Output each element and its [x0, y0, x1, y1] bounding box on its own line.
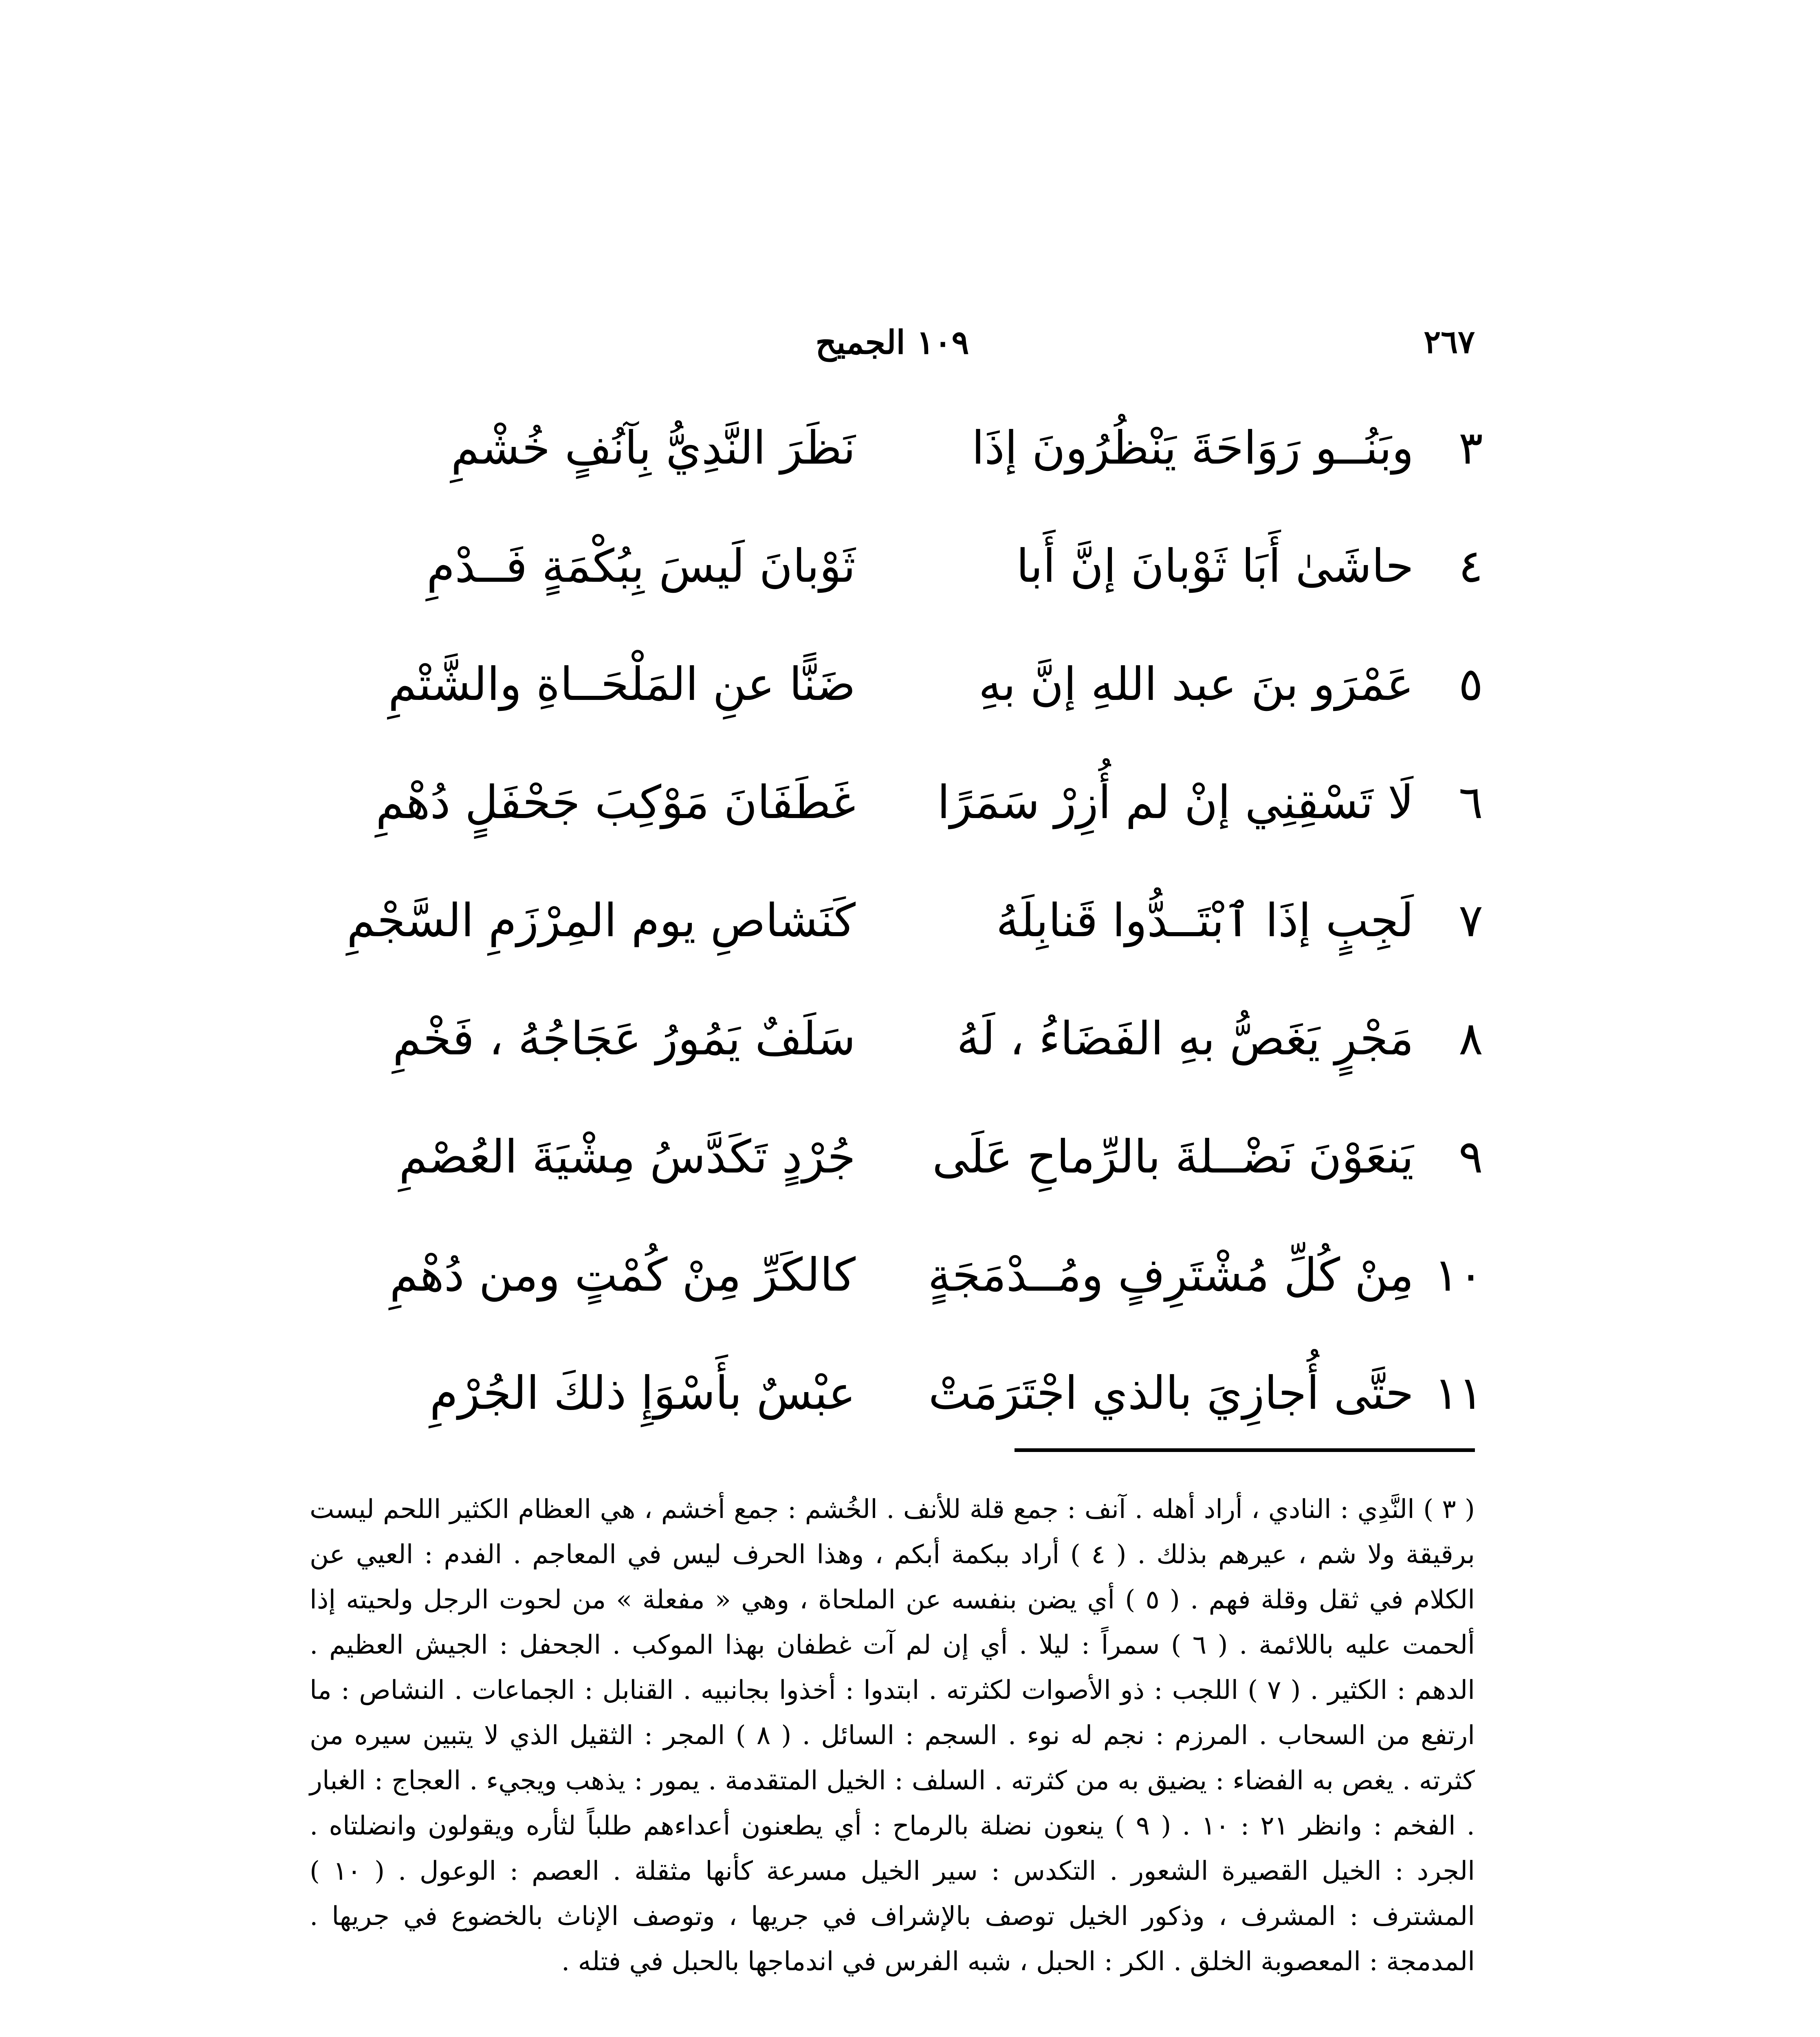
- verse-line: [350, 762, 1483, 880]
- verse-line: [350, 407, 1483, 526]
- verse-line: [350, 1353, 1483, 1471]
- second-hemistich: غَطَفَانَ مَوْكِبَ جَحْفَلٍ دُهْمِ: [376, 776, 856, 829]
- verse-number: ٨: [1458, 1012, 1483, 1065]
- first-hemistich: مِنْ كُلِّ مُشْتَرِفٍ ومُــدْمَجَةٍ: [928, 1249, 1414, 1302]
- verse-line: [347, 880, 1483, 998]
- verse-number: ١١: [1434, 1367, 1483, 1420]
- verse-number: ٤: [1458, 540, 1483, 593]
- footnotes: ( ٣ ) النَّدِي : النادي ، أراد أهله . آنف : جمع قلة للأنف . الخُشم : جمع أخشم ، هي العظام الكثير اللحم ليست برقيقة ولا شم ، عيرهم بذلك . ( ٤ ) أراد ببكمة أبكم ، وهذا الحرف ليس في المعاجم . الفدم : العيي عن الكلام في ثقل وقلة فهم . ( ٥ ) أي يضن بنفسه عن الملحاة ، وهي « مفعلة » من لحوت الرجل ولحيته إذا ألحمت عليه باللائمة . ( ٦ ) سمراً : ليلا . أي إن لم آت غطفان بهذا الموكب . الجحفل : الجيش العظيم . الدهم : الكثير . ( ٧ ) اللجب : ذو الأصوات لكثرته . ابتدوا : أخذوا بجانبيه . القنابل : الجماعات . النشاص : ما ارتفع من السحاب . المرزم : نجم له نوء . السجم : السائل . ( ٨ ) المجر : الثقيل الذي لا يتبين سيره من كثرته . يغص به الفضاء : يضيق به من كثرته . السلف : الخيل المتقدمة . يمور : يذهب ويجيء . العجاج : الغبار . الفخم : وانظر ٢١ : ١٠ . ( ٩ ) ينعون نضلة بالرماح : أي يطعنون أعداءهم طلباً لثأره ويقولون وانضلتاه . الجرد : الخيل القصيرة الشعور . التكدس : سير الخيل مسرعة كأنها مثقلة . العصم : الوعول . ( ١٠ ) المشترف : المشرف ، وذكور الخيل توصف بالإشراف في جريها ، وتوصف الإناث بالخضوع في جريها . المدمجة : المعصوبة الخلق . الكر : الحبل ، شبه الفرس في اندماجها بالحبل في فتله .: [310, 1494, 1475, 1977]
- verse-line: [350, 1116, 1483, 1234]
- first-hemistich: لَا تَسْقِنِي إنْ لم أُزِرْ سَمَرًا: [937, 776, 1414, 829]
- footnote-divider: [1015, 1448, 1475, 1452]
- second-hemistich: ثَوْبانَ لَيسَ بِبُكْمَةٍ فَــدْمِ: [426, 540, 856, 593]
- verse-number: ٣: [1458, 422, 1483, 475]
- verse-line: [350, 526, 1483, 644]
- first-hemistich: يَنعَوْنَ نَضْــلةَ بالرِّماحِ عَلَى: [932, 1131, 1414, 1183]
- verse-number: ٥: [1458, 658, 1483, 711]
- first-hemistich: مَجْرٍ يَغَصُّ بهِ الفَضَاءُ ، لَهُ: [957, 1012, 1414, 1065]
- poem-title: ١٠٩ الجميح: [815, 323, 969, 361]
- page-number: ٢٦٧: [1424, 323, 1475, 361]
- verse-number: ٩: [1458, 1131, 1483, 1183]
- poem-verses: [347, 407, 1483, 1471]
- verse-line: [350, 644, 1483, 762]
- second-hemistich: كَنَشاصِ يوم المِرْزَمِ السَّجْمِ: [347, 894, 856, 947]
- verse-number: ٧: [1458, 894, 1483, 947]
- second-hemistich: سَلَفٌ يَمُورُ عَجَاجُهُ ، فَخْمِ: [392, 1012, 856, 1065]
- verse-line: [350, 998, 1483, 1116]
- verse-line: [350, 1234, 1483, 1353]
- first-hemistich: وبَنُــو رَوَاحَةَ يَنْظُرُونَ إذَا: [972, 422, 1414, 475]
- second-hemistich: كالكَرِّ مِنْ كُمْتٍ ومن دُهْمِ: [390, 1249, 856, 1302]
- first-hemistich: عَمْرَو بنَ عبد اللهِ إنَّ بهِ: [978, 658, 1414, 711]
- verse-number: ١٠: [1434, 1249, 1483, 1302]
- first-hemistich: حاشَىٰ أَبَا ثَوْبانَ إنَّ أَبا: [1016, 540, 1414, 593]
- first-hemistich: حتَّى أُجازِيَ بالذي اجْتَرَمَتْ: [928, 1367, 1414, 1420]
- second-hemistich: ضَنًّا عنِ المَلْحَــاةِ والشَّتْمِ: [388, 658, 856, 711]
- verse-number: ٦: [1458, 776, 1483, 829]
- second-hemistich: نَظَرَ النَّدِيُّ بِآنُفٍ خُشْمِ: [451, 422, 856, 475]
- second-hemistich: عبْسٌ بأَسْوَإِ ذلكَ الجُرْمِ: [429, 1367, 856, 1420]
- second-hemistich: جُرْدٍ تَكَدَّسُ مِشْيَةَ العُصْمِ: [399, 1131, 856, 1183]
- first-hemistich: لَجِبٍ إذَا ٱبْتَــدُّوا قَنابِلَهُ: [996, 894, 1414, 947]
- page-header: [310, 318, 1475, 375]
